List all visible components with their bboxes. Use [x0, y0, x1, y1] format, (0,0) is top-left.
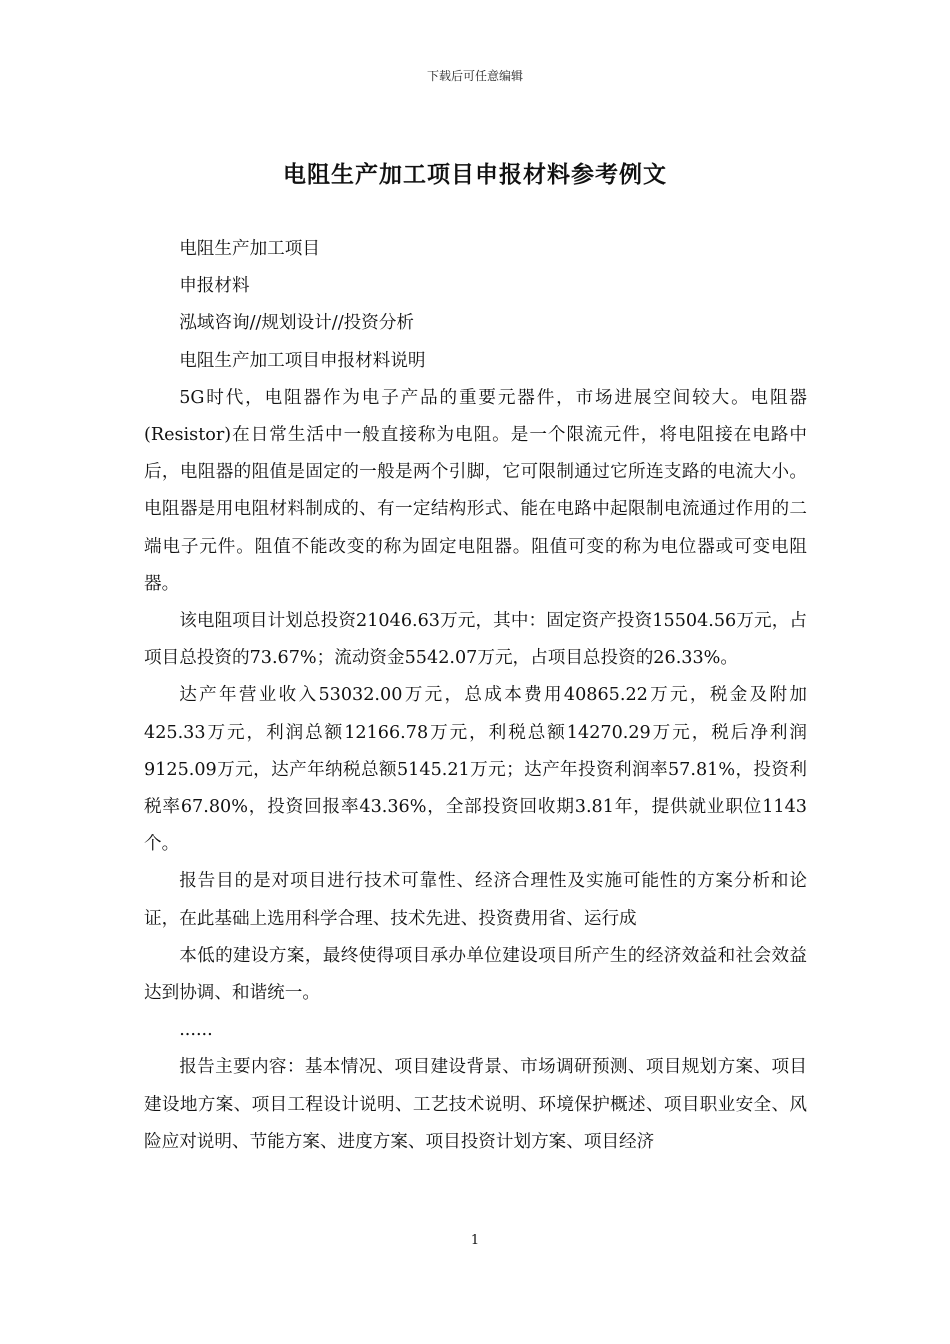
- page-header: 下载后可任意编辑: [426, 69, 523, 83]
- paragraph: 报告目的是对项目进行技术可靠性、经济合理性及实施可能性的方案分析和论证，在此基础上选用科学合理、技术先进、投资费用省、运行成: [144, 871, 807, 929]
- paragraph: 电阻生产加工项目申报材料说明: [179, 350, 426, 371]
- paragraph: 5G时代，电阻器作为电子产品的重要元器件，市场进展空间较大。电阻器(Resistor)在日常生活中一般直接称为电阻。是一个限流元件，将电阻接在电路中后，电阻器的阻值是固定的一般是两个引脚，它可限制通过它所连支路的电流大小。电阻器是用电阻材料制成的、有一定结构形式、能在电路中起限制电流通过作用的二端电子元件。阻值不能改变的称为固定电阻器。阻值可变的称为电位器或可变电阻器。: [144, 387, 807, 594]
- paragraph: 该电阻项目计划总投资21046.63万元，其中：固定资产投资15504.56万元，占项目总投资的73.67%；流动资金5542.07万元，占项目总投资的26.33%。: [144, 611, 807, 669]
- page-number: 1: [470, 1233, 480, 1248]
- paragraph: 泓域咨询//规划设计//投资分析: [179, 313, 415, 334]
- document-title: 电阻生产加工项目申报材料参考例文: [283, 161, 667, 188]
- paragraph: 本低的建设方案，最终使得项目承办单位建设项目所产生的经济效益和社会效益达到协调、和谐统一。: [144, 945, 807, 1004]
- paragraph: 达产年营业收入53032.00万元，总成本费用40865.22万元，税金及附加425.33万元，利润总额12166.78万元，利税总额14270.29万元，税后净利润9125.09万元，达产年纳税总额5145.21万元；达产年投资利润率57.81%，投资利税率67.80%，投资回报率43.36%，全部投资回收期3.81年，提供就业职位1143个。: [144, 685, 807, 855]
- document-body: [144, 231, 807, 1161]
- paragraph: 报告主要内容：基本情况、项目建设背景、市场调研预测、项目规划方案、项目建设地方案、项目工程设计说明、工艺技术说明、环境保护概述、项目职业安全、风险应对说明、节能方案、进度方案、项目投资计划方案、项目经济: [144, 1057, 807, 1152]
- paragraph: 申报材料: [179, 276, 250, 297]
- paragraph: 电阻生产加工项目: [179, 239, 320, 259]
- paragraph: ......: [179, 1020, 213, 1041]
